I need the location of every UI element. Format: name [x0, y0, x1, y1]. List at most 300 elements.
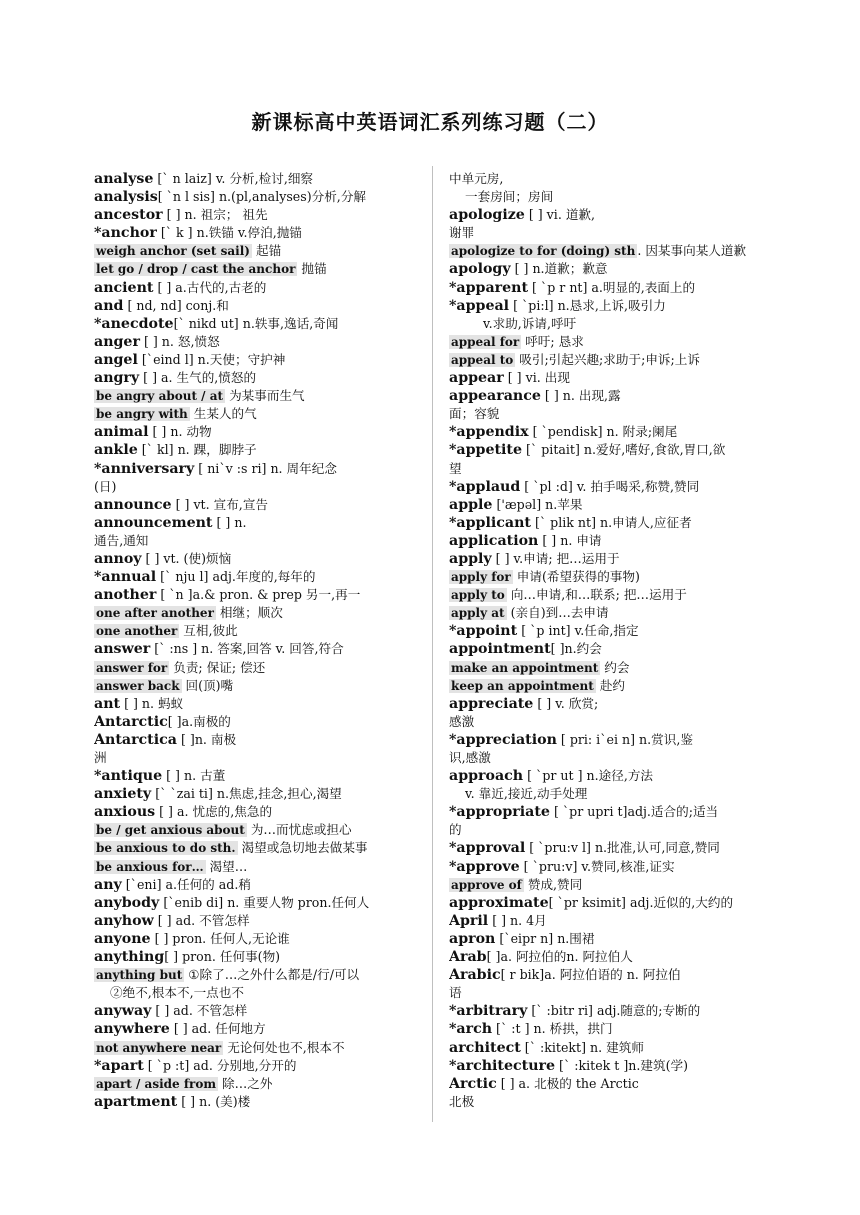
definition: n.围裙	[553, 930, 595, 946]
definition: ②绝不,根本不,一点也不	[110, 985, 244, 1001]
phrase: apart / aside from	[96, 1076, 217, 1091]
phrase-line	[94, 839, 416, 857]
definition: n. 建筑师	[586, 1039, 644, 1055]
continuation-line	[449, 713, 771, 731]
phrase-line	[449, 876, 771, 894]
definition: n.约会	[564, 641, 602, 657]
phrase-line	[449, 568, 771, 586]
continuation-line	[449, 405, 771, 423]
definition: a.古代的,古老的	[171, 279, 267, 295]
definition: 一套房间；房间	[465, 189, 554, 205]
definition: n. (美)楼	[195, 1093, 251, 1109]
entry-line	[94, 1020, 416, 1038]
phrase: be angry with	[96, 407, 188, 422]
definition: v. 分析,检讨,细察	[211, 171, 314, 186]
phrase-line	[94, 405, 416, 423]
definition: n.途径,方法	[582, 768, 654, 784]
phonetic: [ ]	[503, 370, 522, 386]
headword: anyhow	[94, 912, 154, 929]
headword: anybody	[94, 894, 160, 911]
continuation-line	[449, 1093, 771, 1111]
phrase-line	[449, 659, 771, 677]
headword: Arabic	[449, 967, 501, 984]
entry-line	[94, 912, 416, 930]
phrase: one after another	[96, 606, 214, 621]
definition: a.& pron. & prep 另一,再一	[192, 587, 361, 603]
entry-line	[449, 279, 771, 297]
definition: 识,感激	[449, 750, 491, 765]
definition: a. 忧虑的,焦急的	[172, 804, 273, 820]
headword: anyway	[94, 1003, 152, 1020]
entry-line	[94, 315, 416, 333]
entry-line	[449, 1057, 771, 1075]
entry-line	[94, 550, 416, 568]
phrase-line	[94, 604, 416, 622]
headword: *arbitrary	[449, 1003, 528, 1020]
definition: 为某事而生气	[225, 388, 305, 404]
definition: 无论何处也不,根本不	[223, 1039, 345, 1055]
headword: approach	[449, 768, 524, 785]
phrase: anything but	[96, 968, 183, 983]
entry-line	[94, 333, 416, 351]
headword: ancestor	[94, 207, 163, 224]
headword: anger	[94, 333, 140, 350]
entry-line	[94, 441, 416, 459]
entry-line	[449, 1020, 771, 1038]
headword: appreciate	[449, 695, 534, 712]
entry-line	[94, 640, 416, 658]
headword: *annual	[94, 569, 157, 586]
continuation-line	[449, 460, 771, 478]
definition: 渴望…	[205, 858, 248, 874]
phrase: apologize to for (doing) sth	[451, 244, 636, 259]
definition: n.铁锚 v.停泊,抛锚	[192, 225, 302, 241]
headword: anyone	[94, 930, 151, 947]
column-divider	[432, 166, 433, 1122]
headword: *anniversary	[94, 460, 195, 477]
definition: ad. 不管怎样	[169, 1003, 248, 1019]
phonetic: [` nikd ut]	[173, 315, 239, 331]
entry-line	[94, 930, 416, 948]
headword: angel	[94, 351, 138, 368]
definition: . 因某事向某人道歉	[637, 243, 747, 259]
definition: n. 出现,露	[558, 388, 621, 404]
phrase-line	[94, 260, 416, 278]
definition: ad. 不管怎样	[171, 912, 250, 928]
phrase-line	[94, 1039, 416, 1057]
entry-line	[94, 586, 416, 604]
definition: n. 南极	[194, 731, 237, 747]
entry-line	[449, 948, 771, 966]
headword: *anecdote	[94, 315, 174, 332]
phrase: answer for	[96, 660, 168, 675]
definition: v. 靠近,接近,动手处理	[465, 786, 588, 802]
headword: apartment	[94, 1093, 178, 1110]
entry-line	[449, 912, 771, 930]
headword: analyse	[94, 171, 154, 187]
phrase: be angry about / at	[96, 389, 224, 404]
headword: any	[94, 876, 122, 893]
definition: (日)	[94, 478, 117, 494]
phonetic: [ `p int]	[517, 623, 571, 639]
phonetic: [ ]	[510, 261, 529, 277]
continuation-line	[449, 749, 771, 767]
definition: a. 阿拉伯语的 n. 阿拉伯	[544, 967, 681, 983]
definition: 负责; 保证; 偿还	[169, 659, 266, 675]
entry-line	[449, 1075, 771, 1093]
continuation-line	[449, 188, 771, 206]
phrase-line	[449, 333, 771, 351]
phrase-line	[94, 622, 416, 640]
phrase-line	[94, 1075, 416, 1093]
definition: 起锚	[251, 243, 282, 259]
definition: n. 蚂蚁	[137, 695, 184, 711]
phonetic: [ ]	[491, 550, 510, 566]
entry-line	[94, 803, 416, 821]
phrase: approve of	[451, 877, 522, 892]
definition: a.明显的,表面上的	[587, 279, 696, 295]
definition: n.天使；守护神	[193, 351, 286, 367]
entry-line	[449, 496, 771, 514]
entry-line	[94, 170, 416, 188]
headword: anxiety	[94, 786, 152, 803]
entry-line	[94, 514, 416, 532]
continuation-line	[449, 984, 771, 1002]
entry-line	[94, 948, 416, 966]
entry-line	[94, 894, 416, 912]
headword: Antarctica	[94, 731, 177, 748]
entry-line	[94, 1002, 416, 1020]
definition: 申请(希望获得的事物)	[512, 569, 640, 585]
definition: n. 答案,回答 v. 回答,符合	[197, 641, 344, 657]
phonetic: [` pitait]	[522, 442, 580, 458]
continuation-line	[94, 984, 416, 1002]
phrase: make an appointment	[451, 660, 599, 675]
headword: ancient	[94, 279, 154, 296]
entry-line	[449, 731, 771, 749]
definition: 向…申请,和…联系; 把…运用于	[506, 587, 687, 603]
definition: 约会	[600, 659, 630, 675]
phrase-line	[449, 677, 771, 695]
headword: *appendix	[449, 424, 529, 441]
headword: *approval	[449, 840, 526, 857]
headword: announce	[94, 496, 172, 513]
phonetic: [` :t ]	[492, 1021, 530, 1037]
headword: *appetite	[449, 442, 523, 459]
phonetic: [ ]	[162, 207, 181, 223]
definition: n. 古董	[179, 768, 226, 784]
definition: 生某人的气	[189, 406, 257, 422]
entry-line	[449, 930, 771, 948]
definition: n.申请人,应征者	[596, 514, 692, 530]
headword: *appeal	[449, 297, 510, 314]
entry-line	[94, 713, 416, 731]
definition: n. 周年纪念	[266, 460, 337, 476]
definition: adj.近似的,大约的	[625, 894, 734, 910]
headword: appear	[449, 370, 504, 387]
definition: 相继；顺次	[215, 605, 283, 621]
headword: ankle	[94, 442, 138, 459]
phonetic: [ ]	[171, 496, 190, 512]
definition: 互相,彼此	[179, 623, 238, 639]
definition: 除…之外	[218, 1075, 273, 1091]
entry-line	[94, 1057, 416, 1075]
entry-line	[449, 532, 771, 550]
definition: 面；容貌	[449, 406, 500, 422]
phonetic: [ ]	[524, 207, 543, 223]
definition: v.申请; 把…运用于	[509, 550, 620, 566]
phonetic: [ ]	[550, 641, 565, 657]
entry-line	[94, 297, 416, 315]
definition: vi. 道歉,	[542, 207, 596, 223]
headword: apology	[449, 261, 511, 278]
entry-line	[94, 351, 416, 369]
continuation-line	[94, 532, 416, 550]
entry-line	[94, 188, 416, 206]
definition: v.求助,诉请,呼吁	[483, 315, 577, 331]
entry-line	[94, 279, 416, 297]
definition: n.道歉；歉意	[528, 261, 608, 277]
headword: *appreciation	[449, 731, 557, 748]
definition: 望	[449, 460, 462, 476]
entry-line	[94, 224, 416, 242]
phonetic: [ `p :t]	[143, 1057, 190, 1073]
headword: *applicant	[449, 514, 531, 531]
headword: *appropriate	[449, 804, 550, 821]
definition: n.苹果	[541, 496, 583, 512]
headword: anywhere	[94, 1021, 170, 1038]
entry-line	[449, 297, 771, 315]
headword: Antarctic	[94, 713, 168, 730]
headword: *antique	[94, 768, 163, 785]
phrase-line	[94, 659, 416, 677]
phonetic: [`eipr n]	[495, 930, 554, 946]
definition: 呼吁; 恳求	[521, 333, 584, 349]
phrase: not anywhere near	[96, 1040, 222, 1055]
definition: 北极	[449, 1093, 475, 1109]
entry-line	[449, 206, 771, 224]
headword: approximate	[449, 894, 549, 911]
phonetic: [` n laiz]	[153, 171, 212, 186]
headword: analysis	[94, 189, 158, 206]
phonetic: [ ]	[538, 532, 557, 548]
entry-line	[94, 568, 416, 586]
headword: appointment	[449, 641, 551, 658]
definition: 为…而忧虑或担心	[246, 822, 352, 838]
phonetic: [` nju l]	[156, 569, 209, 585]
phonetic: [`eind l]	[137, 351, 194, 367]
headword: answer	[94, 641, 151, 658]
phonetic: ['æpəl]	[492, 496, 542, 512]
entry-line	[94, 1093, 416, 1111]
headword: appearance	[449, 388, 541, 405]
phonetic: [ ]	[148, 424, 167, 440]
entry-line	[449, 894, 771, 912]
definition: 回(顶)嘴	[181, 677, 234, 693]
phonetic: [ `pru:v l]	[525, 840, 591, 856]
headword: *apparent	[449, 279, 529, 296]
phonetic: [ ]	[151, 1003, 170, 1019]
definition: n. 申请	[556, 532, 602, 548]
phonetic: [ `p r nt]	[528, 279, 588, 295]
phrase: answer back	[96, 678, 180, 693]
definition: n.(pl,analyses)分析,分解	[214, 189, 367, 205]
phrase: weigh anchor (set sail)	[96, 244, 250, 259]
definition: adj.随意的;专断的	[592, 1003, 701, 1019]
phrase: keep an appointment	[451, 678, 594, 693]
phonetic: [ `pr ut ]	[523, 768, 583, 784]
phonetic: [ `pru:v]	[519, 858, 578, 874]
headword: anything	[94, 949, 165, 966]
definition: n.焦虑,挂念,担心,渴望	[212, 786, 342, 802]
definition: 渴望或急切地去做某事	[237, 840, 368, 856]
continuation-line	[449, 224, 771, 242]
entry-line	[449, 695, 771, 713]
phonetic: [ ]	[162, 768, 180, 784]
continuation-line	[449, 821, 771, 839]
definition: n.爱好,嗜好,食欲,胃口,欲	[579, 442, 726, 458]
definition: 语	[449, 985, 462, 1001]
phonetic: [` kl]	[137, 442, 174, 458]
headword: announcement	[94, 514, 213, 531]
entry-line	[94, 767, 416, 785]
phonetic: [ `pl :d]	[520, 478, 573, 494]
headword: ant	[94, 695, 121, 712]
entry-line	[449, 423, 771, 441]
continuation-line	[449, 785, 771, 803]
headword: angry	[94, 370, 140, 387]
definition: adj.年度的,每年的	[208, 569, 316, 585]
definition: conj.和	[181, 297, 229, 313]
phrase-line	[94, 242, 416, 260]
definition: n. 重要人物 pron.任何人	[223, 894, 370, 910]
right-column	[449, 170, 771, 1111]
definition: vt. (使)烦恼	[159, 550, 232, 566]
entry-line	[449, 441, 771, 459]
phonetic: [`enib di]	[159, 894, 224, 910]
definition: (亲自)到…去申请	[506, 605, 609, 621]
phonetic: [` plik nt]	[530, 514, 596, 530]
headword: *architecture	[449, 1057, 556, 1074]
definition: 中单元房,	[449, 171, 504, 186]
definition: n. 祖宗； 祖先	[180, 207, 268, 223]
phonetic: [ pri: i`ei n]	[556, 731, 636, 747]
entry-line	[449, 1002, 771, 1020]
phrase-line	[94, 966, 416, 984]
phrase: be / get anxious about	[96, 823, 245, 838]
continuation-line	[449, 170, 771, 188]
phrase-line	[449, 586, 771, 604]
phonetic: [ ]	[488, 912, 507, 928]
headword: anxious	[94, 804, 156, 821]
phrase: appeal for	[451, 334, 520, 349]
phrase: apply at	[451, 606, 505, 621]
phonetic: [ ]	[212, 514, 231, 530]
definition: n. 附录;阑尾	[602, 424, 678, 440]
entry-line	[94, 876, 416, 894]
definition: a. 阿拉伯的n. 阿拉伯人	[500, 949, 633, 965]
headword: apply	[449, 550, 492, 567]
phonetic: [ ]	[540, 388, 559, 404]
definition: pron. 任何事(物)	[178, 949, 281, 965]
definition: v.任命,指定	[570, 623, 639, 639]
headword: apologize	[449, 207, 525, 224]
definition: vi. 出现	[521, 370, 570, 386]
definition: n.批准,认可,同意,赞同	[590, 840, 720, 856]
definition: vt. 宣布,宣告	[189, 496, 269, 512]
entry-line	[94, 206, 416, 224]
phonetic: [ `pr ksimit]	[548, 894, 626, 910]
headword: application	[449, 532, 539, 549]
headword: April	[449, 912, 489, 929]
definition: n.恳求,上诉,吸引力	[553, 297, 666, 313]
phonetic: [ ]	[176, 731, 195, 747]
entry-line	[449, 622, 771, 640]
phrase: one another	[96, 624, 178, 639]
phonetic: [ ]	[120, 695, 138, 711]
phrase: let go / drop / cast the anchor	[96, 262, 296, 277]
phrase-line	[94, 858, 416, 876]
definition: n. 桥拱，拱门	[529, 1021, 613, 1037]
phonetic: [ ]	[496, 1075, 515, 1091]
headword: apron	[449, 930, 496, 947]
definition: n.轶事,逸话,奇闻	[238, 315, 339, 331]
headword: *appoint	[449, 623, 518, 640]
headword: *arch	[449, 1021, 493, 1038]
phrase: apply to	[451, 588, 505, 603]
definition: v.赞同,核准,证实	[577, 858, 675, 874]
continuation-line	[94, 478, 416, 496]
headword: *applaud	[449, 478, 521, 495]
entry-line	[94, 695, 416, 713]
entry-line	[449, 478, 771, 496]
entry-line	[449, 369, 771, 387]
definition: n.	[230, 514, 247, 530]
phrase: appeal to	[451, 352, 514, 367]
headword: *anchor	[94, 225, 157, 242]
definition: n. 踝，脚脖子	[173, 442, 257, 458]
phrase-line	[94, 677, 416, 695]
entry-line	[449, 803, 771, 821]
phrase: be anxious to do sth.	[96, 841, 236, 856]
definition: pron. 任何人,无论谁	[168, 930, 290, 946]
definition: 赞成,赞同	[523, 876, 583, 892]
headword: animal	[94, 424, 149, 441]
definition: n. 4月	[506, 912, 547, 928]
entry-line	[94, 496, 416, 514]
definition: v. 拍手喝采,称赞,赞同	[572, 478, 700, 494]
headword: *apart	[94, 1057, 144, 1074]
phonetic: [ `n ]	[156, 587, 193, 603]
definition: v. 欣赏;	[551, 695, 599, 711]
phonetic: [ nd, nd]	[123, 297, 182, 313]
headword: *approve	[449, 858, 520, 875]
phrase-line	[449, 604, 771, 622]
definition: 抛锚	[297, 261, 327, 277]
definition: 谢罪	[449, 225, 475, 241]
left-column	[94, 170, 416, 1111]
page-title: 新课标高中英语词汇系列练习题（二）	[251, 110, 609, 134]
headword: Arab	[449, 949, 487, 966]
phonetic: [ ]	[177, 1093, 196, 1109]
headword: Arctic	[449, 1075, 497, 1092]
definition: ad. 分别地,分开的	[189, 1057, 297, 1073]
definition: n.建筑(学)	[628, 1057, 689, 1073]
phrase: apply for	[451, 570, 511, 585]
entry-line	[449, 550, 771, 568]
entry-line	[449, 839, 771, 857]
definition: a.南极的	[181, 713, 231, 729]
